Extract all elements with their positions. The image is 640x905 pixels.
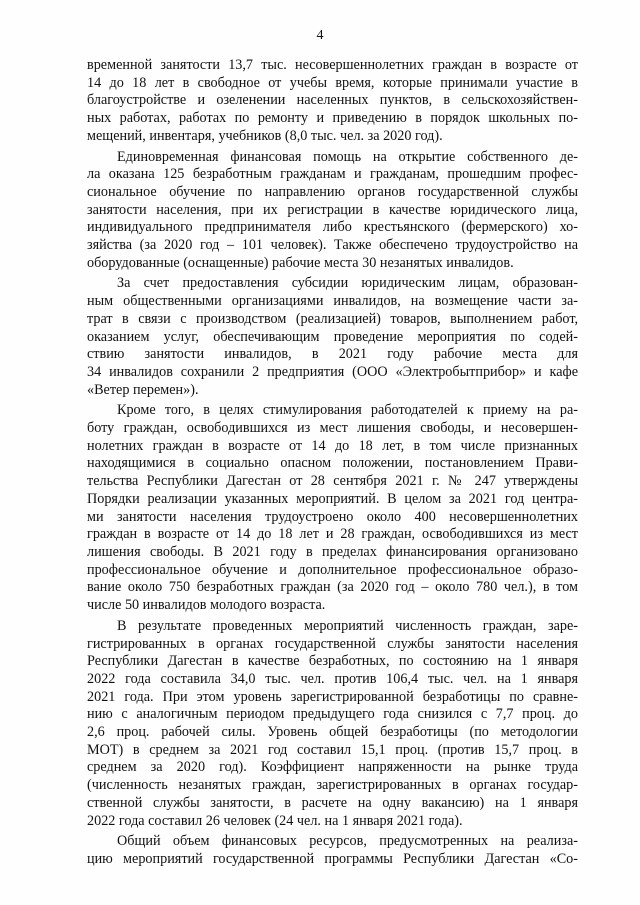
text-line: нию с аналогичным периодом предыдущего года снизился с 7,7 проц. до: [87, 706, 578, 723]
text-line: 2,6 проц. рабочей силы. Уровень общей безработицы (по методологии: [87, 724, 578, 741]
text-line: тельства Республики Дагестан от 28 сентября 2021 г. № 247 утверждены: [87, 473, 578, 490]
text-line: трат в связи с производством (реализацией) товаров, выполнением работ,: [87, 310, 578, 327]
text-line: В результате проведенных мероприятий численность граждан, заре-: [117, 617, 578, 634]
paragraph: [87, 833, 578, 868]
text-line: благоустройстве и озеленении населенных пунктов, в сельскохозяйствен-: [87, 92, 578, 109]
text-line: (численность незанятых граждан, зарегистрированных в органах государ-: [87, 777, 578, 794]
paragraph: [87, 275, 578, 399]
text-line: индивидуального предпринимателя либо крестьянского (фермерского) хо-: [87, 219, 578, 236]
paragraph: [87, 149, 578, 273]
text-line: ствию занятости инвалидов, в 2021 году рабочие места для: [87, 346, 578, 363]
text-line: ных работах, работах по ремонту и приведению в порядок школьных по-: [87, 110, 578, 127]
text-line: ным общественными организациями инвалидов, на возмещение части за-: [87, 293, 578, 310]
text-line: «Ветер перемен»).: [87, 381, 199, 398]
text-line: оборудованные (оснащенные) рабочие места 30 незанятых инвалидов.: [87, 254, 514, 271]
document-body: [87, 57, 578, 869]
text-line: цию мероприятий государственной программы Республики Дагестан «Со-: [87, 850, 578, 867]
text-line: временной занятости 13,7 тыс. несовершеннолетних граждан в возрасте от: [87, 57, 578, 73]
text-line: 14 до 18 лет в свободное от учебы время, которые принимали участие в: [87, 74, 578, 91]
text-line: мещений, инвентаря, учебников (8,0 тыс. чел. за 2020 год).: [87, 127, 443, 144]
paragraph: [87, 57, 578, 146]
text-line: занятости населения, при их регистрации в качестве юридического лица,: [87, 201, 578, 218]
text-line: 2022 года составил 26 человек (24 чел. на 1 января 2021 года).: [87, 812, 463, 829]
paragraph: [87, 618, 578, 830]
text-line: профессиональное обучение и дополнительное профессиональное образо-: [87, 561, 578, 578]
text-line: 2021 года. При этом уровень зарегистрированной безработицы по сравне-: [87, 688, 578, 705]
text-line: граждан в возрасте от 14 до 18 лет и 28 граждан, освободившихся из мест: [87, 526, 578, 543]
text-line: Порядки реализации указанных мероприятий. В целом за 2021 год центра-: [87, 490, 578, 507]
text-line: находящимися в социально опасном положении, постановлением Прави-: [87, 455, 578, 472]
text-line: ми занятости населения трудоустроено около 400 несовершеннолетних: [87, 508, 578, 525]
text-line: ла оказана 125 безработным гражданам и гражданам, прошедшим профес-: [87, 166, 578, 183]
text-line: 2022 года составила 34,0 тыс. чел. против 106,4 тыс. чел. на 1 января: [87, 670, 578, 687]
text-line: сиональное обучение по направлению органов государственной службы: [87, 183, 578, 200]
text-line: За счет предоставления субсидии юридическим лицам, образован-: [117, 275, 578, 292]
text-line: числе 50 инвалидов молодого возраста.: [87, 597, 326, 614]
paragraph: [87, 402, 578, 614]
text-line: ственной службы занятости, в расчете на одну вакансию) на 1 января: [87, 794, 578, 811]
page-number: 4: [316, 28, 324, 43]
text-line: Кроме того, в целях стимулирования работодателей к приему на ра-: [117, 402, 578, 419]
text-line: оказанием услуг, обеспечивающим проведение мероприятия по содей-: [87, 328, 578, 345]
text-line: МОТ) в среднем за 2021 год составил 15,1 проц. (против 15,7 проц. в: [87, 741, 578, 758]
text-line: зяйства (за 2020 год – 101 человек). Также обеспечено трудоустройство на: [87, 237, 578, 254]
text-line: Единовременная финансовая помощь на открытие собственного де-: [117, 148, 578, 165]
text-line: нолетних граждан в возрасте от 14 до 18 лет, в том числе признанных: [87, 437, 578, 454]
text-line: боту граждан, освободившихся из мест лишения свободы, и несовершен-: [87, 420, 578, 437]
text-line: лишения свободы. В 2021 году в пределах финансирования организовано: [87, 543, 578, 560]
text-line: 34 инвалидов сохранили 2 предприятия (ООО «Электробытприбор» и кафе: [87, 363, 578, 380]
text-line: гистрированных в органах государственной службы занятости населения: [87, 635, 578, 652]
text-line: Республики Дагестан в качестве безработных, по состоянию на 1 января: [87, 653, 578, 670]
text-line: среднем за 2020 год). Коэффициент напряженности на рынке труда: [87, 759, 578, 776]
text-line: вание около 750 безработных граждан (за 2020 год – около 780 чел.), в том: [87, 579, 578, 596]
text-line: Общий объем финансовых ресурсов, предусмотренных на реализа-: [117, 833, 578, 850]
